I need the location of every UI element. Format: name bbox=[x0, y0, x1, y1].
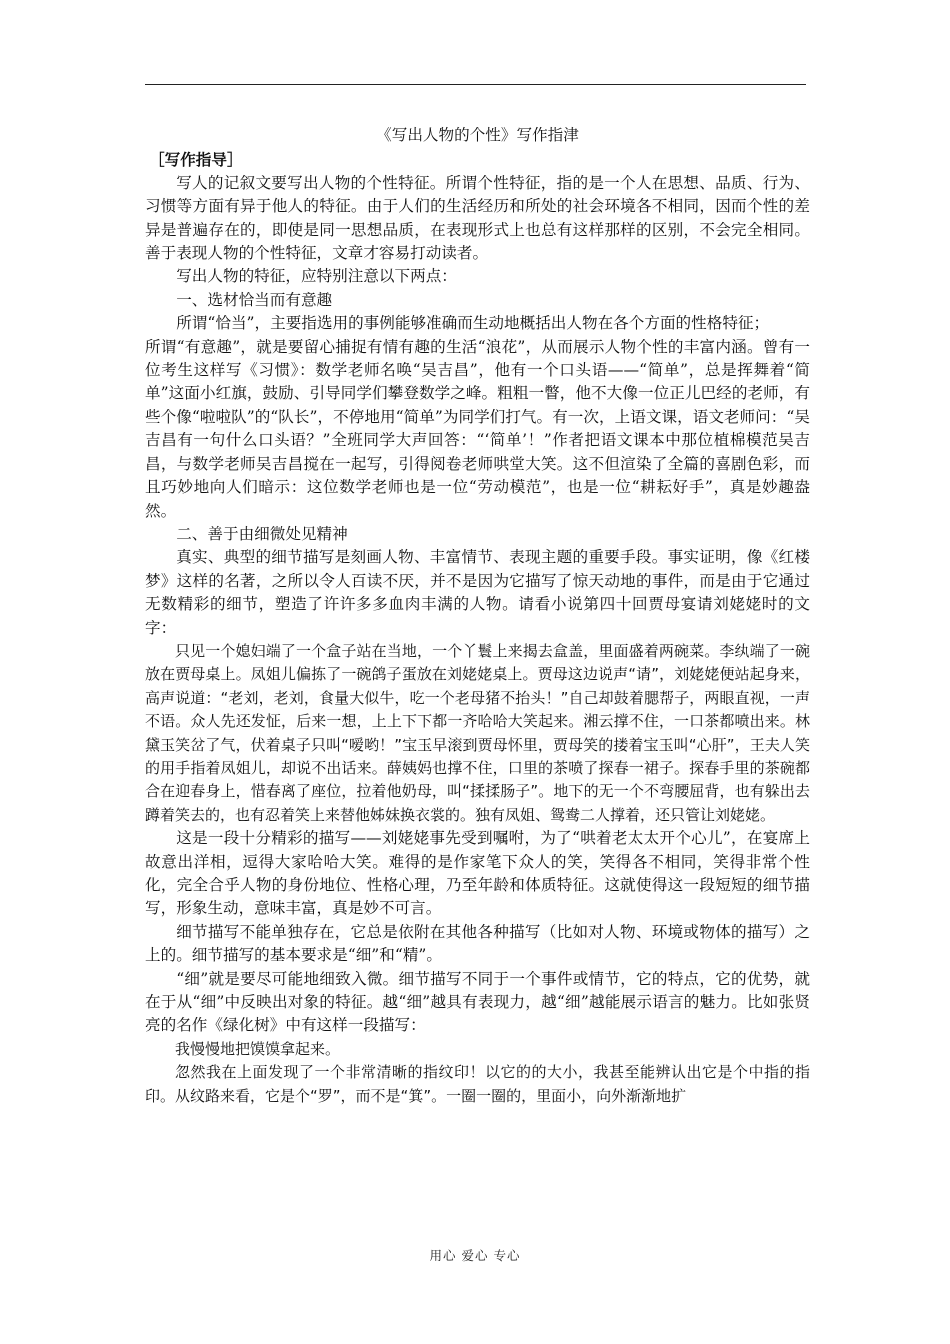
quote-honglou: 只见一个媳妇端了一个盒子站在当地，一个丫鬟上来揭去盒盖，里面盛着两碗菜。李纨端了一碗放在贾母桌上。凤姐儿偏拣了一碗鸽子蛋放在刘姥姥桌上。贾母这边说声“请”，刘姥姥便站起身来，高声说道：“老刘，老刘，食量大似牛，吃一个老母猪不抬头！”自己却鼓着腮帮子，两眼直视，一声不语。众人先还发怔，后来一想，上上下下都一齐哈哈大笑起来。湘云撑不住，一口茶都喷出来。林黛玉笑岔了气，伏着桌子只叫“嗳哟！”宝玉早滚到贾母怀里，贾母笑的搂着宝玉叫“心肝”，王夫人笑的用手指着凤姐儿，却说不出话来。薛姨妈也撑不住，口里的茶喷了探春一裙子。探春手里的茶碗都合在迎春身上，惜春离了座位，拉着他奶母，叫“揉揉肠子”。地下的无一个不弯腰屈背，也有躲出去蹲着笑去的，也有忍着笑上来替他姊妹换衣裳的。独有凤姐、鸳鸯二人撑着，还只管让刘姥姥。 bbox=[145, 641, 810, 824]
subheading-one: 一、选材恰当而有意趣 bbox=[176, 290, 333, 309]
paragraph-analysis: 这是一段十分精彩的描写——刘姥姥事先受到嘱咐，为了“哄着老太太开个心儿”，在宴席上故意出洋相，逗得大家哈哈大笑。难得的是作家笔下众人的笑，笑得各不相同，笑得非常个性化，完全合乎人物的身份地位、性格心理，乃至年龄和体质特征。这就使得这一段短短的细节描写，形象生动，意味丰富，真是妙不可言。 bbox=[145, 829, 810, 918]
document-body bbox=[145, 124, 810, 1108]
paragraph-detail-description: 真实、典型的细节描写是刻画人物、丰富情节、表现主题的重要手段。事实证明，像《红楼梦》这样的名著，之所以令人百读不厌，并不是因为它描写了惊天动地的事件，而是由于它通过无数精彩的细节，塑造了许许多多血肉丰满的人物。请看小说第四十回贾母宴请刘姥姥时的文字： bbox=[145, 548, 810, 637]
quote-lvhuashu-1: 我慢慢地把馍馍拿起来。 bbox=[175, 1039, 341, 1058]
paragraph-two-points: 写出人物的特征，应特别注意以下两点： bbox=[176, 267, 457, 286]
subheading-two: 二、善于由细微处见精神 bbox=[176, 524, 348, 543]
paragraph-detail-requirement: 细节描写不能单独存在，它总是依附在其他各种描写（比如对人物、环境或物体的描写）之上的。细节描写的基本要求是“细”和“精”。 bbox=[145, 922, 810, 965]
header-rule bbox=[145, 84, 806, 85]
paragraph-intro: 写人的记叙文要写出人物的个性特征。所谓个性特征，指的是一个人在思想、品质、行为、习惯等方面有异于他人的特征。由于人们的生活经历和所处的社会环境各不相同，因而个性的差异是普遍存在的，即使是同一思想品质，在表现形式上也总有这样那样的区别，不会完全相同。善于表现人物的个性特征，文章才容易打动读者。 bbox=[145, 173, 810, 263]
paragraph-interesting: 所谓“有意趣”，就是要留心捕捉有情有趣的生活“浪花”，从而展示人物个性的丰富内涵。曾有一位考生这样写《习惯》：数学老师名唤“吴吉昌”，他有一个口头语——“简单”，总是挥舞着“简单”这面小红旗，鼓励、引导同学们攀登数学之峰。粗粗一瞥，他不大像一位正儿巴经的老师，有些个像“啦啦队”的“队长”，不停地用“简单”为同学们打气。有一次，上语文课，语文老师问：“吴吉昌有一句什么口头语？”全班同学大声回答：“‘简单’！”作者把语文课本中那位植棉模范吴吉昌，与数学老师吴吉昌搅在一起写，引得阅卷老师哄堂大笑。这不但渲染了全篇的喜剧色彩，而且巧妙地向人们暗示：这位数学老师也是一位“劳动模范”，也是一位“耕耘好手”，真是妙趣盎然。 bbox=[145, 337, 810, 520]
section-heading: ［写作指导］ bbox=[149, 150, 243, 170]
paragraph-appropriate: 所谓“恰当”，主要指选用的事例能够准确而生动地概括出人物在各个方面的性格特征； bbox=[176, 314, 770, 333]
paragraph-xi: “细”就是要尽可能地细致入微。细节描写不同于一个事件或情节，它的特点，它的优势，就在于从“细”中反映出对象的特征。越“细”越具有表现力，越“细”越能展示语言的魅力。比如张贤亮的名作《绿化树》中有这样一段描写： bbox=[145, 969, 810, 1035]
page-footer: 用心 爱心 专心 bbox=[429, 1248, 521, 1263]
quote-lvhuashu-2: 忽然我在上面发现了一个非常清晰的指纹印！以它的的大小，我甚至能辨认出它是个中指的指印。从纹路来看，它是个“罗”，而不是“箕”。一圈一圈的，里面小，向外渐渐地扩 bbox=[145, 1063, 810, 1105]
document-title: 《写出人物的个性》写作指津 bbox=[376, 126, 579, 144]
